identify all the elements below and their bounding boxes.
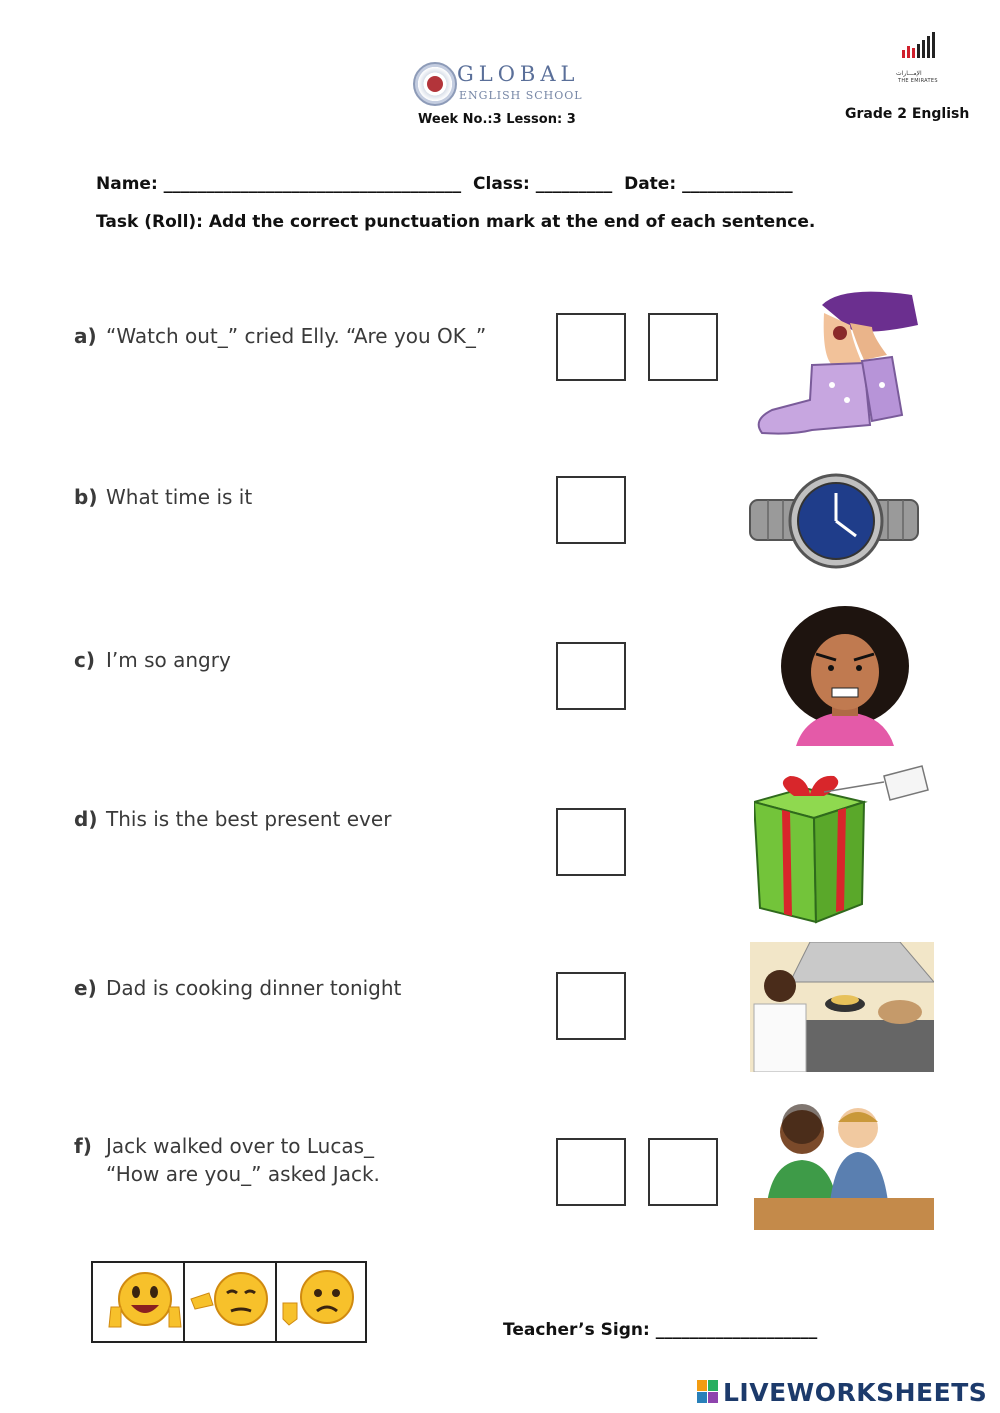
answer-box-b[interactable] <box>556 476 626 544</box>
school-seal-icon <box>413 62 457 106</box>
grade-label: Grade 2 English <box>845 106 970 122</box>
question-c-letter: c) <box>74 648 95 672</box>
school-name: GLOBAL <box>457 62 580 86</box>
teacher-sign-field[interactable]: ___________________ <box>655 1320 818 1340</box>
sad-thumbs-down-option[interactable] <box>277 1263 367 1341</box>
angry-girl-icon <box>776 604 914 746</box>
student-info-line <box>96 174 793 194</box>
sad-emoji-icon <box>277 1263 367 1341</box>
answer-box-a2[interactable] <box>648 313 718 381</box>
question-d-letter: d) <box>74 807 98 831</box>
question-b-text: What time is it <box>106 485 253 509</box>
grazed-knee-legs-icon <box>752 285 924 445</box>
answer-box-e[interactable] <box>556 972 626 1040</box>
feedback-emoji-row <box>91 1261 367 1343</box>
date-field[interactable]: _____________ <box>682 174 793 194</box>
question-f-text-line2: “How are you_” asked Jack. <box>106 1162 380 1186</box>
two-boys-icon <box>754 1102 934 1230</box>
liveworksheets-brand[interactable]: LIVEWORKSHEETS <box>723 1378 988 1407</box>
so-so-option[interactable] <box>185 1263 277 1341</box>
happy-emoji-icon <box>93 1263 183 1341</box>
answer-box-f1[interactable] <box>556 1138 626 1206</box>
emirates-english: THE EMIRATES <box>898 78 938 84</box>
date-label: Date: <box>624 174 677 194</box>
answer-box-d[interactable] <box>556 808 626 876</box>
so-so-emoji-icon <box>185 1263 275 1341</box>
answer-box-f2[interactable] <box>648 1138 718 1206</box>
name-field[interactable]: ___________________________________ <box>163 174 462 194</box>
question-e-text: Dad is cooking dinner tonight <box>106 976 402 1000</box>
teacher-sign-label: Teacher’s Sign: <box>503 1320 650 1340</box>
happy-thumbs-up-option[interactable] <box>93 1263 185 1341</box>
class-label: Class: <box>473 174 530 194</box>
answer-box-c[interactable] <box>556 642 626 710</box>
dad-cooking-icon <box>750 942 934 1072</box>
wristwatch-icon <box>748 468 920 574</box>
week-lesson: Week No.:3 Lesson: 3 <box>418 112 576 127</box>
question-f-text-line1: Jack walked over to Lucas_ <box>106 1134 375 1158</box>
school-subtitle: ENGLISH SCHOOL <box>459 89 583 102</box>
task-instruction: Task (Roll): Add the correct punctuation mark at the end of each sentence. <box>96 212 816 232</box>
question-e-letter: e) <box>74 976 97 1000</box>
question-d-text: This is the best present ever <box>106 807 392 831</box>
emirates-arabic: الإمـــارات <box>896 70 922 77</box>
liveworksheets-logo-icon <box>697 1380 719 1404</box>
question-a-text: “Watch out_” cried Elly. “Are you OK_” <box>106 324 487 348</box>
teacher-sign-line <box>503 1320 817 1340</box>
name-label: Name: <box>96 174 158 194</box>
school-logo <box>413 62 593 106</box>
question-c-text: I’m so angry <box>106 648 231 672</box>
question-f-letter: f) <box>74 1134 92 1158</box>
answer-box-a1[interactable] <box>556 313 626 381</box>
question-a-letter: a) <box>74 324 97 348</box>
class-field[interactable]: _________ <box>535 174 613 194</box>
question-b-letter: b) <box>74 485 98 509</box>
gift-box-icon <box>754 762 930 924</box>
